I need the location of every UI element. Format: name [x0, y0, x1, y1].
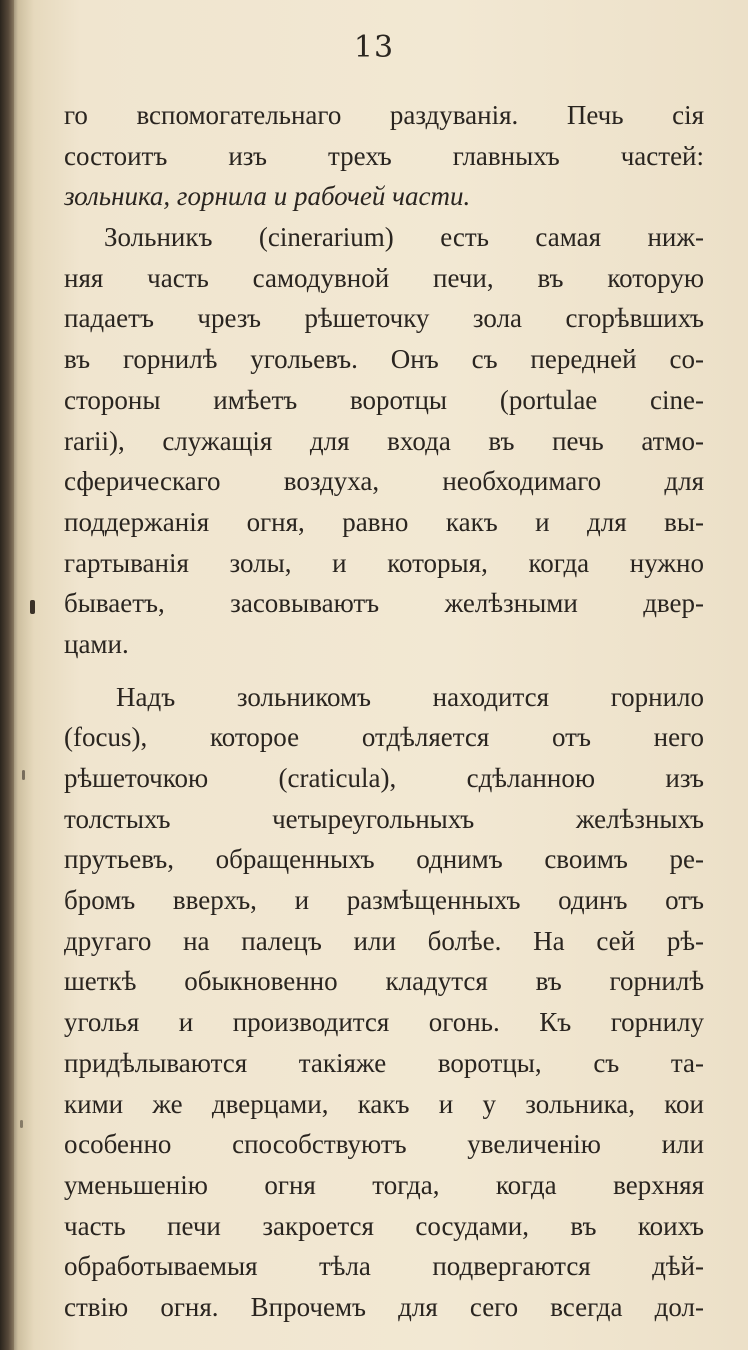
text-line: другаго на палецъ или болѣе. На сей рѣ-	[64, 925, 704, 956]
text-line: кими же дверцами, какъ и у зольника, кои	[64, 1088, 704, 1119]
text-line: бромъ вверхъ, и размѣщенныхъ одинъ отъ	[64, 885, 704, 916]
text-line: прутьевъ, обращенныхъ однимъ своимъ ре-	[64, 844, 704, 875]
text-line: ствію огня. Впрочемъ для сего всегда дол-	[64, 1291, 704, 1322]
text-line: бываетъ, засовываютъ желѣзными двер-	[64, 588, 704, 619]
page-text	[64, 95, 704, 1328]
text-line: го вспомогательнаго раздуванія. Печь сія	[64, 100, 704, 130]
text-line: состоитъ изъ трехъ главныхъ частей:	[64, 140, 704, 171]
text-line: поддержанія огня, равно какъ и для вы-	[64, 506, 704, 537]
text-line: толстыхъ четыреугольныхъ желѣзныхъ	[64, 803, 704, 834]
text-line: уменьшенію огня тогда, когда верхняя	[64, 1169, 704, 1200]
text-line: обработываемыя тѣла подвергаются дѣй-	[64, 1251, 704, 1282]
book-spine	[0, 0, 14, 1350]
ink-speck	[20, 1120, 23, 1128]
text-line: придѣлываются такіяже воротцы, съ та-	[64, 1047, 704, 1078]
text-line: цами.	[64, 628, 129, 659]
text-line: няя часть самодувной печи, въ которую	[64, 262, 704, 293]
text-line: Зольникъ (cinerarium) есть самая ниж-	[104, 222, 704, 253]
ink-speck	[30, 600, 35, 614]
ink-speck	[22, 770, 25, 780]
text-line: rarii), служащія для входа въ печь атмо-	[64, 425, 704, 456]
text-line: уголья и производится огонь. Къ горнилу	[64, 1007, 704, 1038]
text-line: (focus), которое отдѣляется отъ него	[64, 722, 704, 753]
text-line: Надъ зольникомъ находится горнило	[116, 681, 704, 712]
text-line: падаетъ чрезъ рѣшеточку зола сгорѣвшихъ	[64, 303, 704, 334]
text-line: стороны имѣетъ воротцы (portulae cine-	[64, 384, 704, 415]
text-line: часть печи закроется сосудами, въ коихъ	[64, 1210, 704, 1241]
text-line: особенно способствуютъ увеличенію или	[64, 1129, 704, 1160]
text-line: рѣшеточкою (craticula), сдѣланною изъ	[64, 763, 704, 793]
text-line: шеткѣ обыкновенно кладутся въ горнилѣ	[64, 966, 704, 997]
paragraph-gap	[64, 665, 704, 677]
text-line: въ горнилѣ угольевъ. Онъ съ передней со-	[64, 344, 704, 375]
page-number: 13	[353, 30, 395, 65]
text-line: гартыванія золы, и которыя, когда нужно	[64, 547, 704, 578]
text-line: зольника, горнила и рабочей части.	[64, 181, 471, 212]
text-line: сферическаго воздуха, необходимаго для	[64, 466, 704, 497]
